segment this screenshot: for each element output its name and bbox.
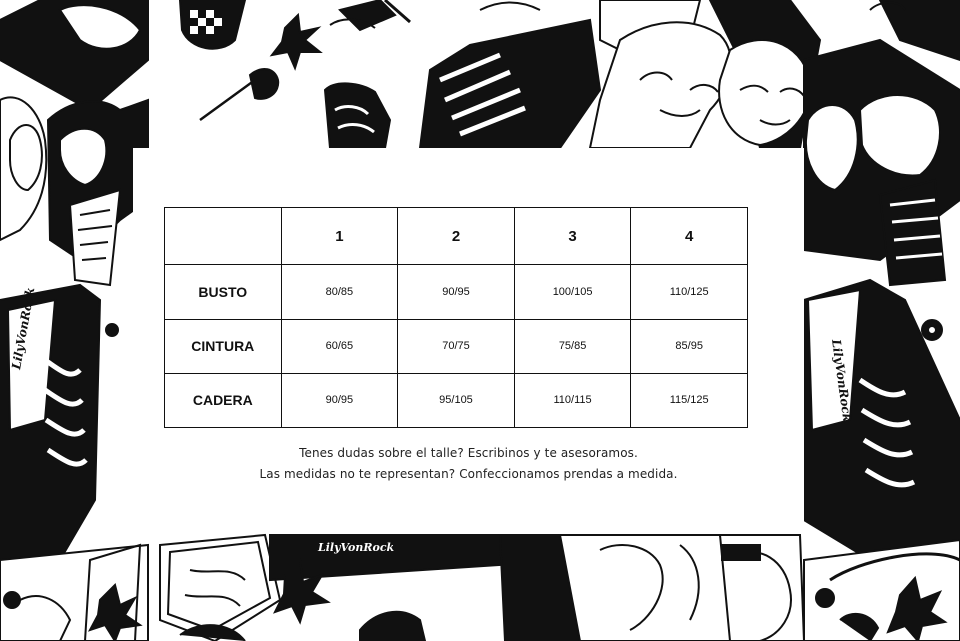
size-column-header: 4	[631, 208, 748, 265]
row-label: CINTURA	[165, 319, 282, 373]
table-row	[165, 265, 748, 319]
table-cell: 85/95	[631, 319, 748, 373]
table-cell: 90/95	[398, 265, 515, 319]
table-cell: 80/85	[281, 265, 398, 319]
size-column-header: 1	[281, 208, 398, 265]
table-cell: 110/125	[631, 265, 748, 319]
table-row	[165, 373, 748, 427]
table-row	[165, 319, 748, 373]
brand-left-text: LilyVonRock	[9, 286, 38, 371]
row-label: BUSTO	[165, 265, 282, 319]
table-cell: 60/65	[281, 319, 398, 373]
table-cell: 95/105	[398, 373, 515, 427]
size-column-header: 2	[398, 208, 515, 265]
table-cell: 75/85	[514, 319, 631, 373]
size-column-header: 3	[514, 208, 631, 265]
table-cell: 100/105	[514, 265, 631, 319]
note-line-2: Las medidas no te representan? Confeccionamos prendas a medida.	[259, 467, 678, 481]
table-cell: 115/125	[631, 373, 748, 427]
size-chart-card	[133, 148, 804, 532]
row-label: CADERA	[165, 373, 282, 427]
brand-right-text: LilyVonRock	[829, 338, 855, 423]
table-corner-cell	[165, 208, 282, 265]
note-line-1: Tenes dudas sobre el talle? Escribinos y te asesoramos.	[299, 446, 638, 460]
table-cell: 70/75	[398, 319, 515, 373]
table-cell: 110/115	[514, 373, 631, 427]
table-cell: 90/95	[281, 373, 398, 427]
table-header-row	[165, 208, 748, 265]
size-notes	[133, 443, 804, 485]
size-table	[164, 207, 748, 428]
brand-bottom-text: LilyVonRock	[318, 541, 395, 554]
